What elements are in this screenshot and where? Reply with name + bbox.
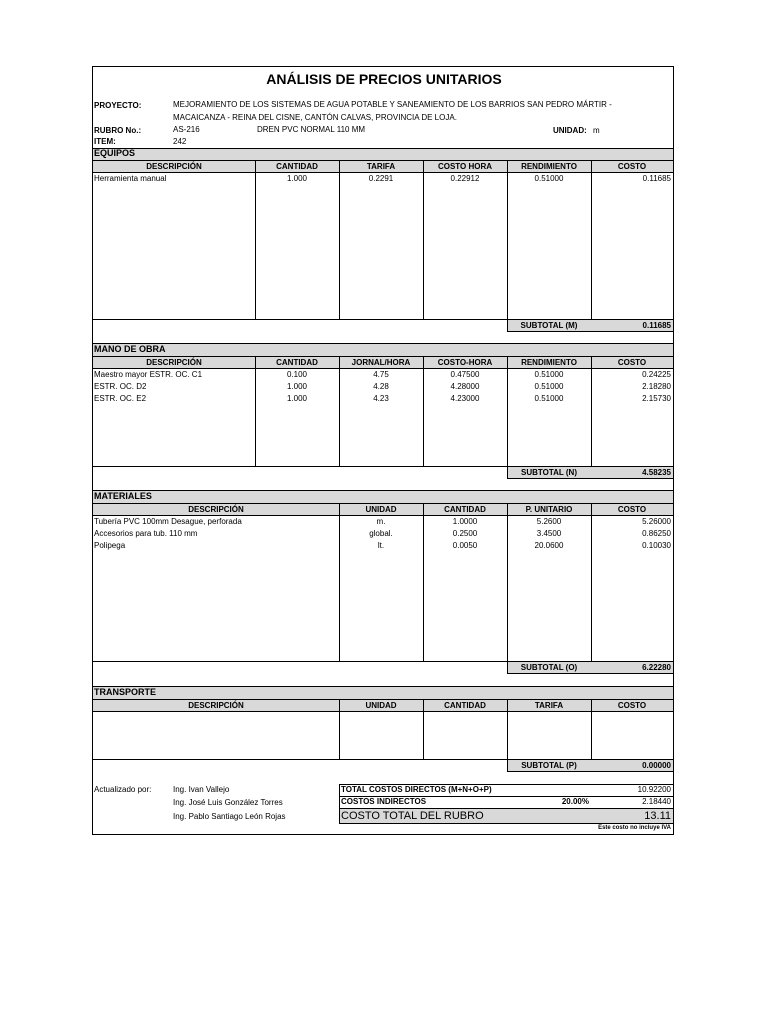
- table-row: [93, 540, 675, 551]
- costos-indirectos-value: 2.18440: [642, 797, 671, 806]
- subtotal-label: SUBTOTAL (M): [520, 321, 578, 330]
- item-label: ITEM:: [94, 137, 116, 146]
- column-header: DESCRIPCIÓN: [188, 701, 244, 710]
- autor-name: Ing. Pablo Santiago León Rojas: [173, 812, 286, 821]
- column-header: COSTO: [617, 505, 647, 514]
- cell-costo-hora: 0.47500: [450, 370, 480, 379]
- cell-descripcion: Herramienta manual: [94, 174, 167, 183]
- materiales-header-row: [93, 504, 675, 515]
- apu-sheet: [92, 66, 674, 835]
- cell-costo: 2.15730: [642, 394, 671, 403]
- column-header: CANTIDAD: [444, 701, 486, 710]
- column-header: COSTO: [617, 701, 647, 710]
- cell-costo: 0.24225: [642, 370, 671, 379]
- subtotal-label: SUBTOTAL (N): [521, 468, 577, 477]
- cell-costo: 2.18280: [642, 382, 671, 391]
- column-header: COSTO: [617, 358, 647, 367]
- cell-p-unitario: 20.0600: [534, 541, 564, 550]
- table-row: [93, 173, 675, 184]
- cell-rendimiento: 0.51000: [534, 174, 564, 183]
- cell-costo: 0.10030: [642, 541, 671, 550]
- proyecto-line2: MACAICANZA - REINA DEL CISNE, CANTÓN CALVAS, PROVINCIA DE LOJA.: [173, 113, 457, 122]
- cell-tarifa: 0.2291: [368, 174, 394, 183]
- rubro-value: AS-216: [173, 125, 200, 134]
- column-header: DESCRIPCIÓN: [188, 505, 244, 514]
- cell-jornal-hora: 4.28: [373, 382, 389, 391]
- cell-p-unitario: 3.4500: [536, 529, 562, 538]
- subtotal-label: SUBTOTAL (O): [520, 663, 578, 672]
- cell-rendimiento: 0.51000: [534, 382, 564, 391]
- actualizado-label: Actualizado por:: [94, 785, 152, 794]
- cell-costo-hora: 4.23000: [450, 394, 480, 403]
- table-row: [93, 393, 675, 404]
- column-header: DESCRIPCIÓN: [146, 162, 202, 171]
- column-header: P. UNITARIO: [525, 505, 573, 514]
- subtotal-value: 4.58235: [642, 468, 671, 477]
- column-header: COSTO: [617, 162, 647, 171]
- subtotal-value: 0.11685: [642, 321, 671, 330]
- cell-costo: 5.26000: [642, 517, 671, 526]
- cell-unidad: m.: [376, 517, 386, 526]
- iva-note: Este costo no incluye IVA: [598, 825, 671, 831]
- column-header: UNIDAD: [365, 701, 397, 710]
- costos-indirectos-percent: 20.00%: [561, 797, 589, 806]
- cell-unidad: lt.: [377, 541, 385, 550]
- table-row: [93, 528, 675, 539]
- subtotal-label: SUBTOTAL (P): [521, 761, 577, 770]
- cell-rendimiento: 0.51000: [534, 394, 564, 403]
- rubro-description: DREN PVC NORMAL 110 MM: [257, 125, 366, 134]
- cell-cantidad: 0.0050: [452, 541, 478, 550]
- column-header: JORNAL/HORA: [351, 358, 411, 367]
- cell-descripcion: Polipega: [94, 541, 126, 550]
- cell-costo: 0.86250: [642, 529, 671, 538]
- cell-cantidad: 1.000: [286, 382, 308, 391]
- cell-costo-hora: 4.28000: [450, 382, 480, 391]
- cell-rendimiento: 0.51000: [534, 370, 564, 379]
- table-row: [93, 369, 675, 380]
- cell-descripcion: ESTR. OC. D2: [94, 382, 147, 391]
- section-title-materiales: MATERIALES: [94, 491, 152, 501]
- column-header: DESCRIPCIÓN: [146, 358, 202, 367]
- column-header: TARIFA: [534, 701, 564, 710]
- cell-descripcion: Maestro mayor ESTR. OC. C1: [94, 370, 203, 379]
- column-header: UNIDAD: [365, 505, 397, 514]
- proyecto-label: PROYECTO:: [94, 101, 142, 110]
- transporte-header-row: [93, 700, 675, 711]
- costo-total-rubro-value: 13.11: [644, 810, 671, 822]
- proyecto-line1: MEJORAMIENTO DE LOS SISTEMAS DE AGUA POTABLE Y SANEAMIENTO DE LOS BARRIOS SAN PEDRO MÁRTIR -: [173, 100, 612, 109]
- table-row: [93, 381, 675, 392]
- subtotal-value: 0.00000: [642, 761, 671, 770]
- total-directos-label: TOTAL COSTOS DIRECTOS (M+N+O+P): [341, 785, 492, 794]
- autor-name: Ing. Ivan Vallejo: [173, 785, 230, 794]
- cell-jornal-hora: 4.75: [373, 370, 389, 379]
- cell-descripcion: ESTR. OC. E2: [94, 394, 147, 403]
- column-header: COSTO HORA: [437, 162, 493, 171]
- item-value: 242: [173, 137, 187, 146]
- section-title-equipos: EQUIPOS: [94, 148, 136, 158]
- section-title-mano-de-obra: MANO DE OBRA: [94, 344, 166, 354]
- costo-total-rubro-label: COSTO TOTAL DEL RUBRO: [341, 810, 484, 822]
- cell-cantidad: 1.0000: [452, 517, 478, 526]
- cell-cantidad: 1.000: [286, 394, 308, 403]
- cell-p-unitario: 5.2600: [536, 517, 562, 526]
- table-row: [93, 516, 675, 527]
- section-title-transporte: TRANSPORTE: [94, 687, 157, 697]
- total-directos-value: 10.92200: [637, 785, 671, 794]
- column-header: RENDIMIENTO: [521, 162, 577, 171]
- unidad-value: m: [593, 126, 600, 135]
- column-header: CANTIDAD: [276, 358, 318, 367]
- page-title: ANÁLISIS DE PRECIOS UNITARIOS: [266, 71, 502, 87]
- column-header: TARIFA: [366, 162, 396, 171]
- column-header: CANTIDAD: [276, 162, 318, 171]
- column-header: COSTO-HORA: [437, 358, 493, 367]
- mano-obra-header-row: [93, 357, 675, 368]
- unidad-label: UNIDAD:: [553, 126, 587, 135]
- cell-cantidad: 0.2500: [452, 529, 478, 538]
- cell-unidad: global.: [369, 529, 393, 538]
- cell-costo-hora: 0.22912: [450, 174, 480, 183]
- equipos-header-row: [93, 161, 675, 172]
- column-header: RENDIMIENTO: [521, 358, 577, 367]
- autor-name: Ing. José Luis González Torres: [173, 798, 283, 807]
- cell-cantidad: 0.100: [286, 370, 308, 379]
- costos-indirectos-label: COSTOS INDIRECTOS: [341, 797, 427, 806]
- subtotal-value: 6.22280: [642, 663, 671, 672]
- cell-descripcion: Accesorios para tub. 110 mm: [94, 529, 198, 538]
- cell-jornal-hora: 4.23: [373, 394, 389, 403]
- column-header: CANTIDAD: [444, 505, 486, 514]
- cell-cantidad: 1.000: [286, 174, 308, 183]
- cell-costo: 0.11685: [642, 174, 671, 183]
- rubro-label: RUBRO No.:: [94, 126, 142, 135]
- cell-descripcion: Tubería PVC 100mm Desague, perforada: [94, 517, 242, 526]
